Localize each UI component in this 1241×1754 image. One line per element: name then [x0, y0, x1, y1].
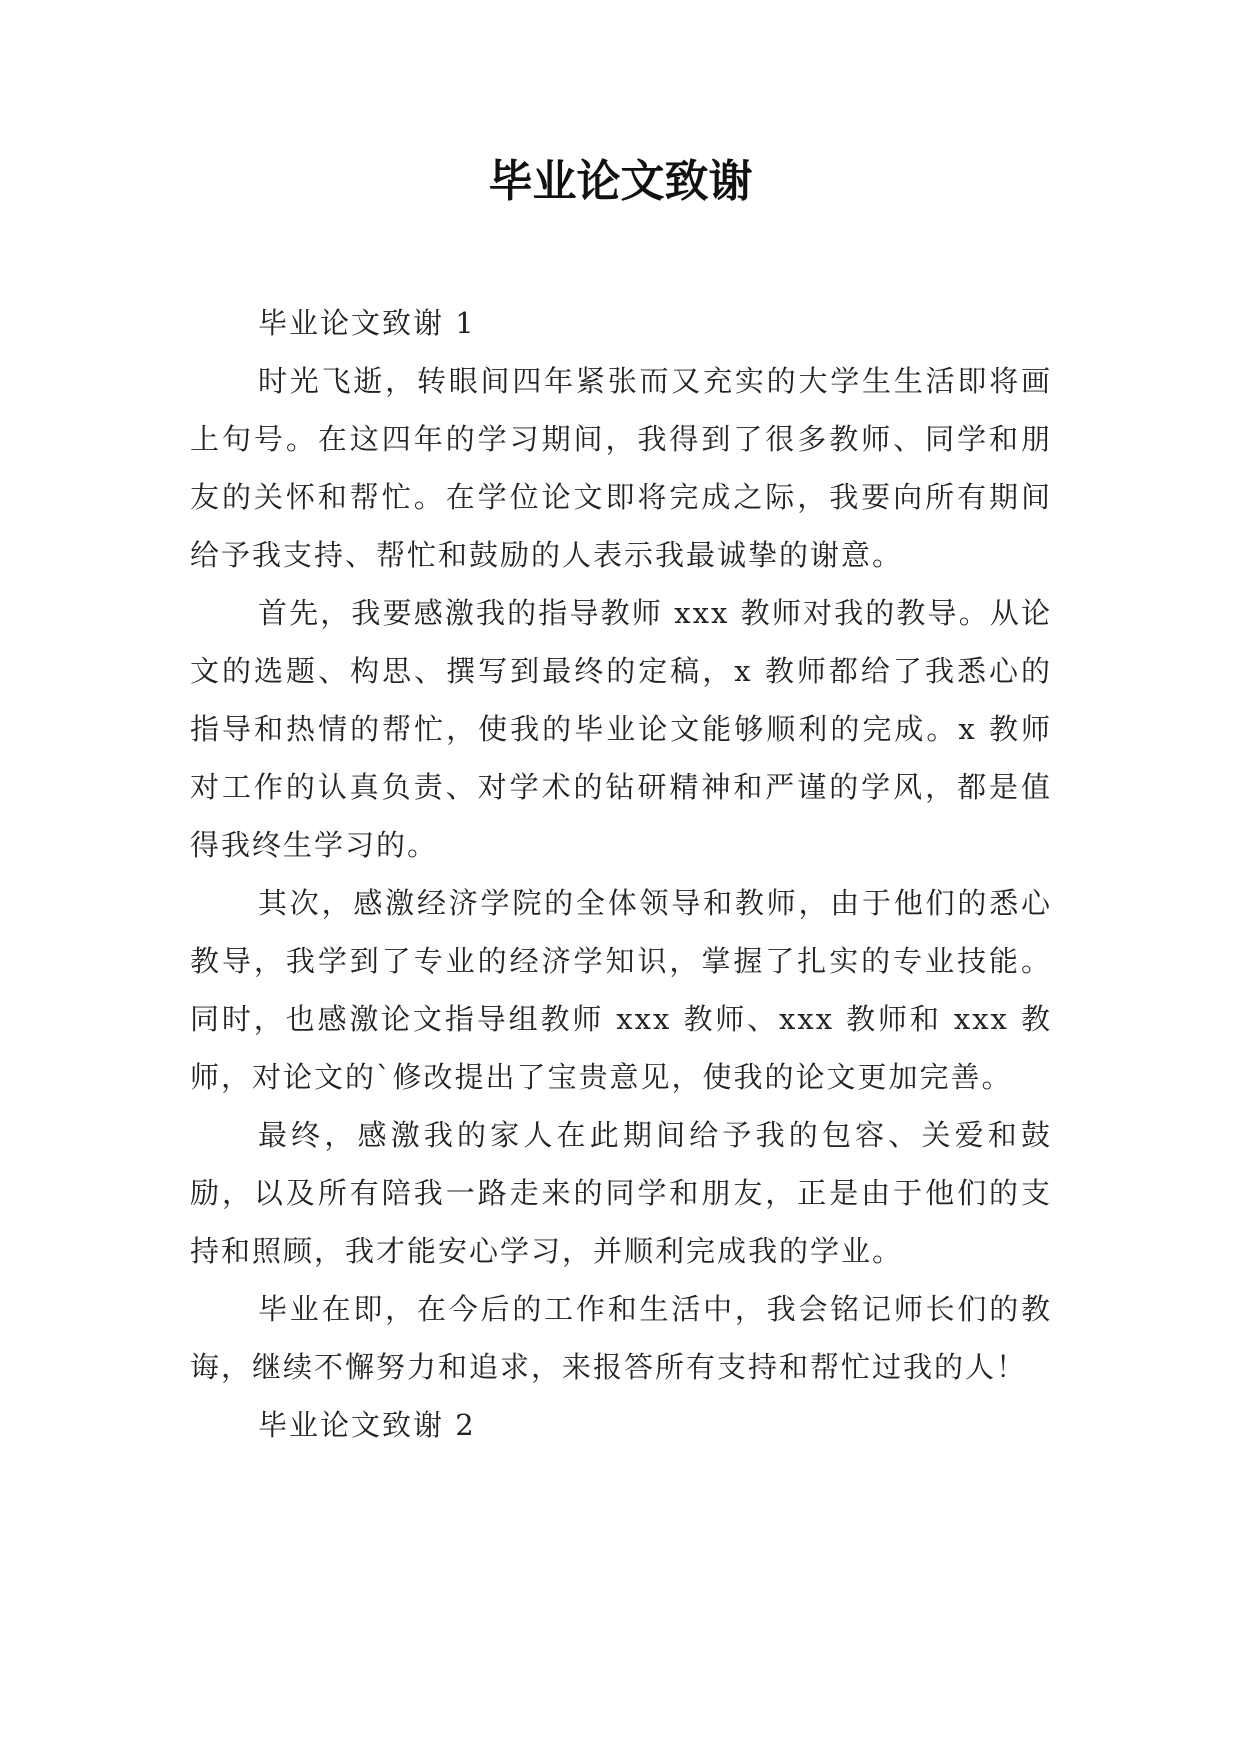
- paragraph-closing: 毕业在即，在今后的工作和生活中，我会铭记师长们的教诲，继续不懈努力和追求，来报答所有支持和帮忙过我的人！: [190, 1292, 1052, 1384]
- document-body: [190, 294, 1052, 1454]
- paragraph-family: 最终，感激我的家人在此期间给予我的包容、关爱和鼓励，以及所有陪我一路走来的同学和朋友，正是由于他们的支持和照顾，我才能安心学习，并顺利完成我的学业。: [190, 1118, 1052, 1268]
- section-heading-2: 毕业论文致谢 2: [258, 1408, 476, 1442]
- paragraph-advisor: 首先，我要感激我的指导教师 xxx 教师对我的教导。从论文的选题、构思、撰写到最终的定稿，x 教师都给了我悉心的指导和热情的帮忙，使我的毕业论文能够顺利的完成。x 教师对工作的认真负责、对学术的钻研精神和严谨的学风，都是值得我终生学习的。: [190, 596, 1052, 862]
- section-heading-1: 毕业论文致谢 1: [258, 306, 476, 340]
- document-title: 毕业论文致谢: [488, 156, 753, 207]
- paragraph-intro: 时光飞逝，转眼间四年紧张而又充实的大学生生活即将画上句号。在这四年的学习期间，我得到了很多教师、同学和朋友的关怀和帮忙。在学位论文即将完成之际，我要向所有期间给予我支持、帮忙和鼓励的人表示我最诚挚的谢意。: [190, 364, 1052, 572]
- paragraph-faculty: 其次，感激经济学院的全体领导和教师，由于他们的悉心教导，我学到了专业的经济学知识，掌握了扎实的专业技能。同时，也感激论文指导组教师 xxx 教师、xxx 教师和 xxx 教师，对论文的`修改提出了宝贵意见，使我的论文更加完善。: [190, 886, 1052, 1094]
